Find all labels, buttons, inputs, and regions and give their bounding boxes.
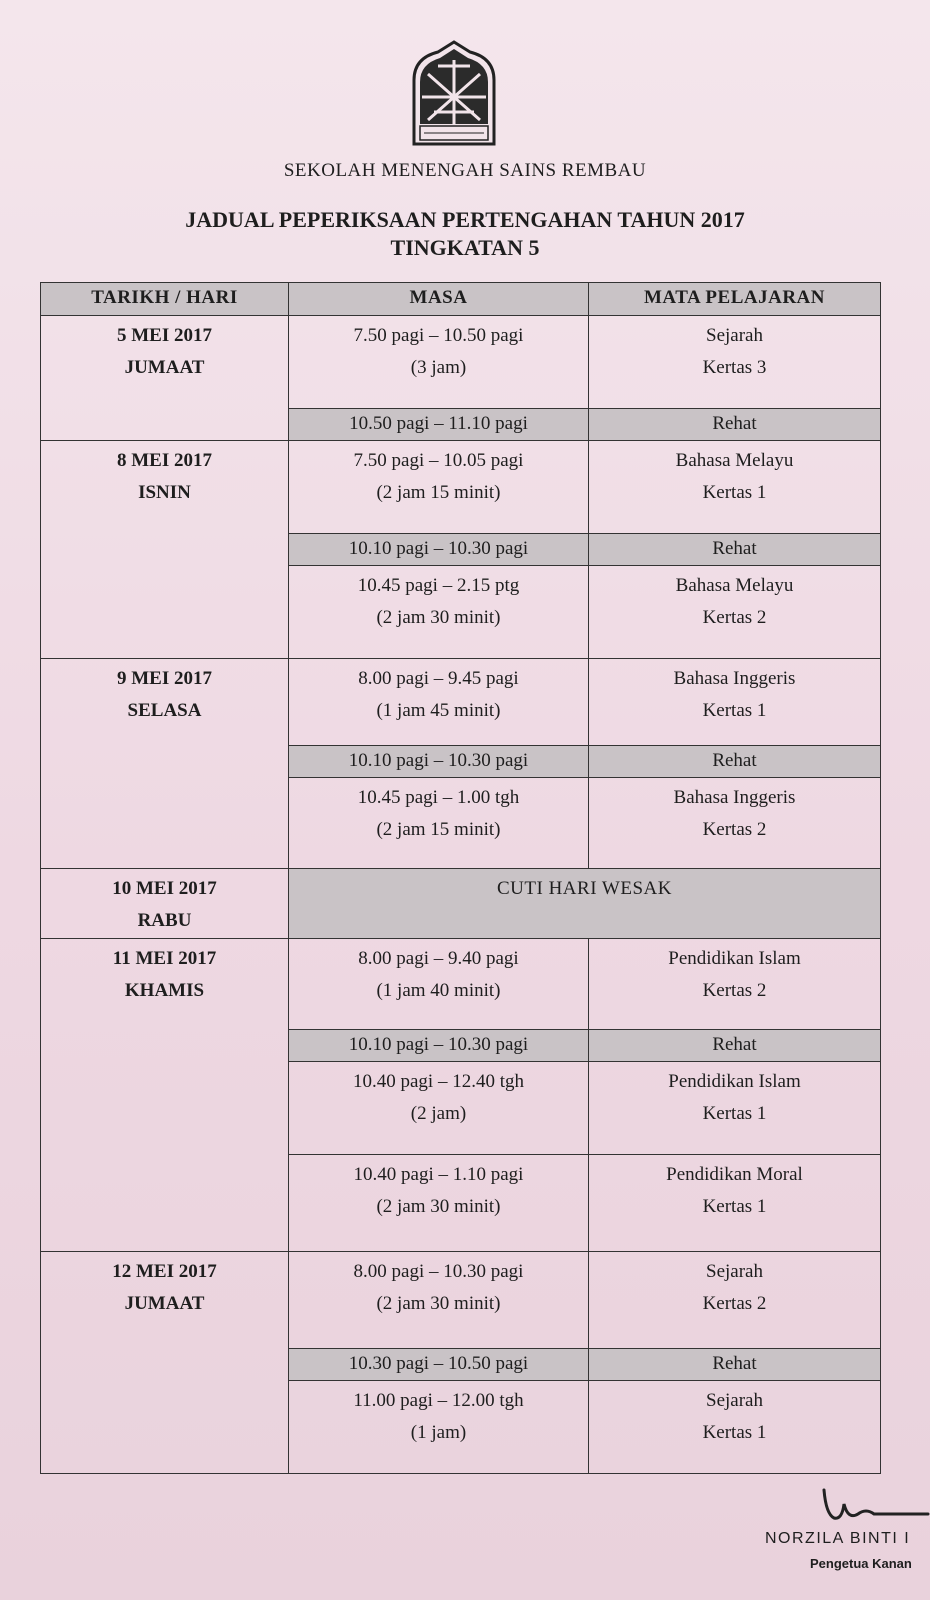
session-time: 11.00 pagi – 12.00 tgh [353, 1389, 524, 1411]
session-duration: (2 jam 15 minit) [376, 482, 501, 504]
session-time: 8.00 pagi – 10.30 pagi [353, 1260, 524, 1282]
subject-cell [589, 659, 881, 746]
exam-day: ISNIN [138, 482, 191, 504]
exam-date: 10 MEI 2017 [112, 878, 217, 900]
document-title [0, 206, 930, 262]
session-duration: (2 jam 30 minit) [376, 1292, 501, 1314]
table-header-row [41, 283, 881, 316]
subject-name: Bahasa Melayu [675, 450, 794, 472]
school-crest-logo [404, 40, 504, 152]
date-cell [41, 938, 289, 1251]
time-cell [289, 659, 589, 746]
holiday-cell: CUTI HARI WESAK [289, 869, 881, 939]
time-cell [289, 1380, 589, 1473]
subject-cell [589, 1251, 881, 1348]
subject-name: Bahasa Inggeris [673, 787, 796, 809]
session-time: 10.40 pagi – 12.40 tgh [353, 1071, 524, 1092]
table-row [41, 441, 881, 534]
subject-cell [589, 1154, 881, 1251]
subject-name: Bahasa Melayu [675, 575, 794, 597]
subject-cell [589, 1380, 881, 1473]
session-time: 7.50 pagi – 10.05 pagi [353, 450, 524, 472]
paper-number: Kertas 1 [702, 482, 767, 504]
exam-title: JADUAL PEPERIKSAAN PERTENGAHAN TAHUN 2017 [185, 207, 745, 232]
signatory-name: NORZILA BINTI I [765, 1530, 911, 1547]
session-duration: (2 jam) [410, 1103, 467, 1124]
break-label: Rehat [589, 534, 881, 566]
break-time: 10.10 pagi – 10.30 pagi [289, 1029, 589, 1061]
table-row [41, 659, 881, 746]
subject-name: Pendidikan Islam [668, 1071, 801, 1092]
time-cell [289, 1251, 589, 1348]
subject-cell [589, 1062, 881, 1155]
paper-number: Kertas 1 [702, 1195, 767, 1217]
break-time: 10.30 pagi – 10.50 pagi [289, 1348, 589, 1380]
subject-name: Sejarah [706, 1260, 763, 1282]
handwritten-signature [818, 1484, 930, 1528]
exam-date: 8 MEI 2017 [117, 450, 212, 472]
break-time: 10.10 pagi – 10.30 pagi [289, 746, 589, 778]
time-cell [289, 1062, 589, 1155]
subject-name: Bahasa Inggeris [673, 668, 796, 690]
session-time: 7.50 pagi – 10.50 pagi [353, 325, 524, 346]
column-header-date: TARIKH / HARI [41, 283, 289, 316]
date-cell [41, 1251, 289, 1473]
school-name: SEKOLAH MENENGAH SAINS REMBAU [283, 160, 647, 181]
paper-number: Kertas 2 [702, 819, 767, 841]
break-time: 10.50 pagi – 11.10 pagi [289, 408, 589, 440]
subject-name: Sejarah [706, 1389, 763, 1411]
signatory-title: Pengetua Kanan [810, 1556, 912, 1571]
exam-day: JUMAAT [124, 357, 205, 378]
exam-schedule-table [40, 282, 881, 1474]
paper-number: Kertas 3 [702, 357, 767, 378]
break-label: Rehat [589, 1348, 881, 1380]
session-time: 10.45 pagi – 2.15 ptg [357, 575, 520, 597]
date-cell [41, 659, 289, 869]
exam-date: 12 MEI 2017 [112, 1260, 217, 1282]
exam-day: KHAMIS [124, 979, 205, 1001]
form-level: TINGKATAN 5 [390, 235, 540, 260]
subject-cell [589, 441, 881, 534]
table-row [41, 938, 881, 1029]
subject-cell [589, 938, 881, 1029]
break-label: Rehat [589, 408, 881, 440]
exam-day: SELASA [127, 700, 202, 722]
exam-day: RABU [137, 910, 192, 932]
exam-date: 5 MEI 2017 [117, 325, 212, 346]
break-time: 10.10 pagi – 10.30 pagi [289, 534, 589, 566]
session-time: 8.00 pagi – 9.40 pagi [358, 947, 519, 969]
paper-number: Kertas 1 [702, 700, 767, 722]
exam-date: 9 MEI 2017 [117, 668, 212, 690]
paper-number: Kertas 1 [702, 1103, 767, 1124]
session-duration: (2 jam 30 minit) [376, 1195, 501, 1217]
subject-name: Pendidikan Islam [668, 947, 801, 969]
exam-day: JUMAAT [124, 1292, 205, 1314]
date-cell [41, 441, 289, 659]
break-label: Rehat [589, 1029, 881, 1061]
session-duration: (2 jam 15 minit) [376, 819, 501, 841]
time-cell [289, 316, 589, 409]
paper-number: Kertas 1 [702, 1421, 767, 1443]
session-duration: (1 jam) [410, 1421, 467, 1443]
break-label: Rehat [589, 746, 881, 778]
session-time: 10.40 pagi – 1.10 pagi [353, 1163, 524, 1185]
time-cell [289, 938, 589, 1029]
paper-number: Kertas 2 [702, 1292, 767, 1314]
session-duration: (2 jam 30 minit) [376, 607, 501, 629]
table-row [41, 316, 881, 409]
time-cell [289, 1154, 589, 1251]
exam-date: 11 MEI 2017 [112, 947, 217, 969]
session-duration: (1 jam 45 minit) [376, 700, 501, 722]
subject-cell [589, 316, 881, 409]
session-time: 8.00 pagi – 9.45 pagi [358, 668, 519, 690]
paper-number: Kertas 2 [702, 979, 767, 1001]
session-time: 10.45 pagi – 1.00 tgh [357, 787, 520, 809]
session-duration: (1 jam 40 minit) [376, 979, 501, 1001]
date-cell [41, 869, 289, 939]
time-cell [289, 566, 589, 659]
time-cell [289, 441, 589, 534]
date-cell [41, 316, 289, 441]
session-duration: (3 jam) [410, 357, 467, 378]
table-row [41, 1251, 881, 1348]
table-row [41, 869, 881, 939]
subject-cell [589, 778, 881, 869]
subject-cell [589, 566, 881, 659]
subject-name: Pendidikan Moral [666, 1163, 803, 1185]
time-cell [289, 778, 589, 869]
column-header-time: MASA [289, 283, 589, 316]
paper-number: Kertas 2 [702, 607, 767, 629]
column-header-subject: MATA PELAJARAN [589, 283, 881, 316]
subject-name: Sejarah [706, 325, 763, 346]
